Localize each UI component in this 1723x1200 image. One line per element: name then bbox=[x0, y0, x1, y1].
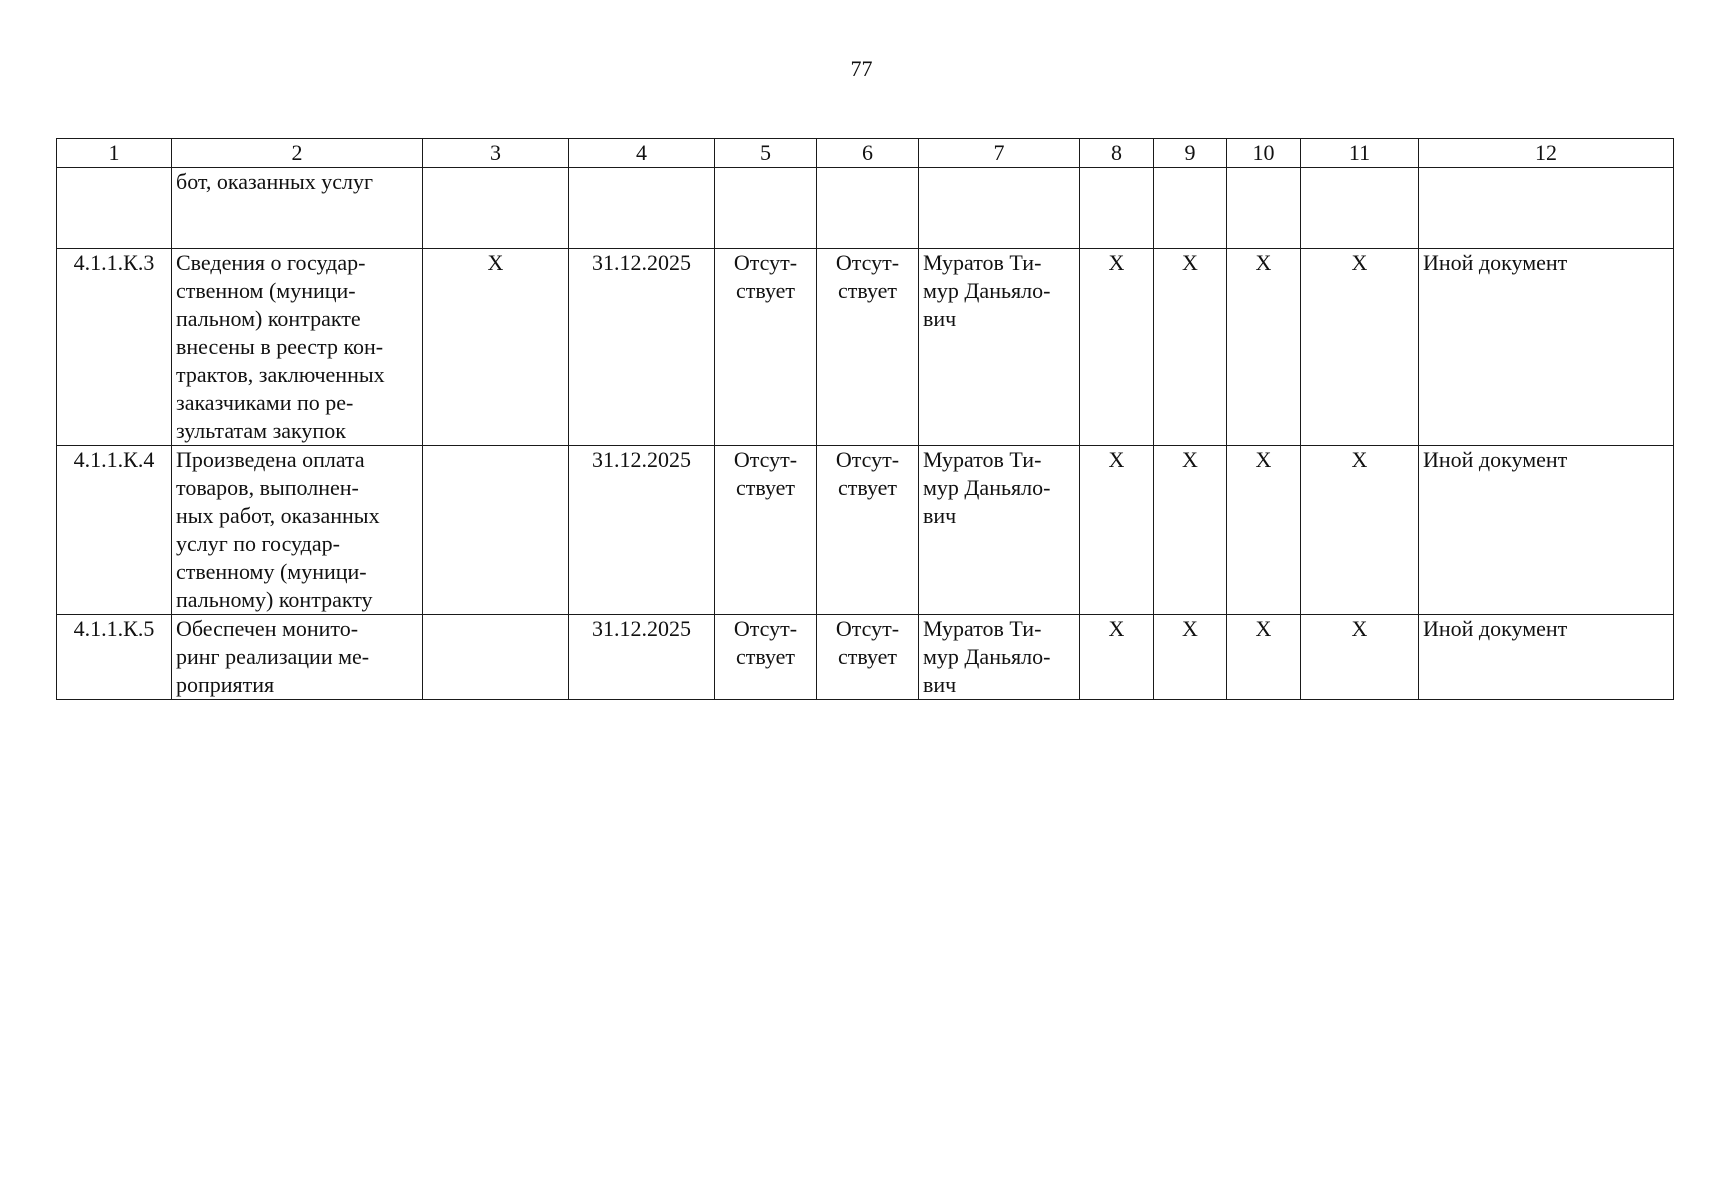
table-row bbox=[57, 446, 1674, 615]
code-cell: 4.1.1.К.4 bbox=[57, 446, 172, 615]
column-header: 6 bbox=[817, 139, 919, 168]
column-header: 3 bbox=[423, 139, 569, 168]
page-number: 77 bbox=[850, 56, 873, 81]
col9-cell: X bbox=[1154, 615, 1227, 700]
date-cell: 31.12.2025 bbox=[569, 249, 715, 446]
col10-cell: X bbox=[1227, 615, 1301, 700]
table-row bbox=[57, 168, 1674, 249]
column-header: 12 bbox=[1419, 139, 1674, 168]
col3-cell: X bbox=[423, 249, 569, 446]
col11-cell bbox=[1301, 168, 1419, 249]
table-row bbox=[57, 249, 1674, 446]
responsible-cell bbox=[919, 168, 1080, 249]
responsible-cell: Муратов Ти- мур Даньяло- вич bbox=[919, 249, 1080, 446]
column-header: 11 bbox=[1301, 139, 1419, 168]
date-cell: 31.12.2025 bbox=[569, 446, 715, 615]
col10-cell bbox=[1227, 168, 1301, 249]
col8-cell: X bbox=[1080, 446, 1154, 615]
col10-cell: X bbox=[1227, 446, 1301, 615]
column-header: 5 bbox=[715, 139, 817, 168]
col11-cell: X bbox=[1301, 615, 1419, 700]
plan-table bbox=[56, 138, 1674, 700]
col5-cell: Отсут- ствует bbox=[715, 249, 817, 446]
col6-cell: Отсут- ствует bbox=[817, 249, 919, 446]
column-header: 4 bbox=[569, 139, 715, 168]
col11-cell: X bbox=[1301, 446, 1419, 615]
description-cell: Сведения о государ- ственном (муници- пальном) контракте внесены в реестр кон- трактов, заключенных заказчиками по ре- зультатам закупок bbox=[172, 249, 423, 446]
code-cell bbox=[57, 168, 172, 249]
description-cell: бот, оказанных услуг bbox=[172, 168, 423, 249]
document-cell bbox=[1419, 168, 1674, 249]
date-cell: 31.12.2025 bbox=[569, 615, 715, 700]
column-header: 2 bbox=[172, 139, 423, 168]
col3-cell bbox=[423, 168, 569, 249]
col8-cell bbox=[1080, 168, 1154, 249]
col6-cell: Отсут- ствует bbox=[817, 446, 919, 615]
col8-cell: X bbox=[1080, 249, 1154, 446]
col9-cell: X bbox=[1154, 446, 1227, 615]
header-row bbox=[57, 139, 1674, 168]
col5-cell bbox=[715, 168, 817, 249]
date-cell bbox=[569, 168, 715, 249]
column-header: 8 bbox=[1080, 139, 1154, 168]
column-header: 9 bbox=[1154, 139, 1227, 168]
table-row bbox=[57, 615, 1674, 700]
document-cell: Иной документ bbox=[1419, 446, 1674, 615]
responsible-cell: Муратов Ти- мур Даньяло- вич bbox=[919, 615, 1080, 700]
code-cell: 4.1.1.К.5 bbox=[57, 615, 172, 700]
description-cell: Обеспечен монито- ринг реализации ме- роприятия bbox=[172, 615, 423, 700]
col11-cell: X bbox=[1301, 249, 1419, 446]
code-cell: 4.1.1.К.3 bbox=[57, 249, 172, 446]
col6-cell bbox=[817, 168, 919, 249]
document-cell: Иной документ bbox=[1419, 249, 1674, 446]
responsible-cell: Муратов Ти- мур Даньяло- вич bbox=[919, 446, 1080, 615]
col3-cell bbox=[423, 615, 569, 700]
col3-cell bbox=[423, 446, 569, 615]
col6-cell: Отсут- ствует bbox=[817, 615, 919, 700]
col9-cell bbox=[1154, 168, 1227, 249]
col10-cell: X bbox=[1227, 249, 1301, 446]
description-cell: Произведена оплата товаров, выполнен- ных работ, оказанных услуг по государ- ственному (муници- пальному) контракту bbox=[172, 446, 423, 615]
column-header: 1 bbox=[57, 139, 172, 168]
col9-cell: X bbox=[1154, 249, 1227, 446]
col8-cell: X bbox=[1080, 615, 1154, 700]
document-cell: Иной документ bbox=[1419, 615, 1674, 700]
col5-cell: Отсут- ствует bbox=[715, 615, 817, 700]
col5-cell: Отсут- ствует bbox=[715, 446, 817, 615]
column-header: 7 bbox=[919, 139, 1080, 168]
column-header: 10 bbox=[1227, 139, 1301, 168]
